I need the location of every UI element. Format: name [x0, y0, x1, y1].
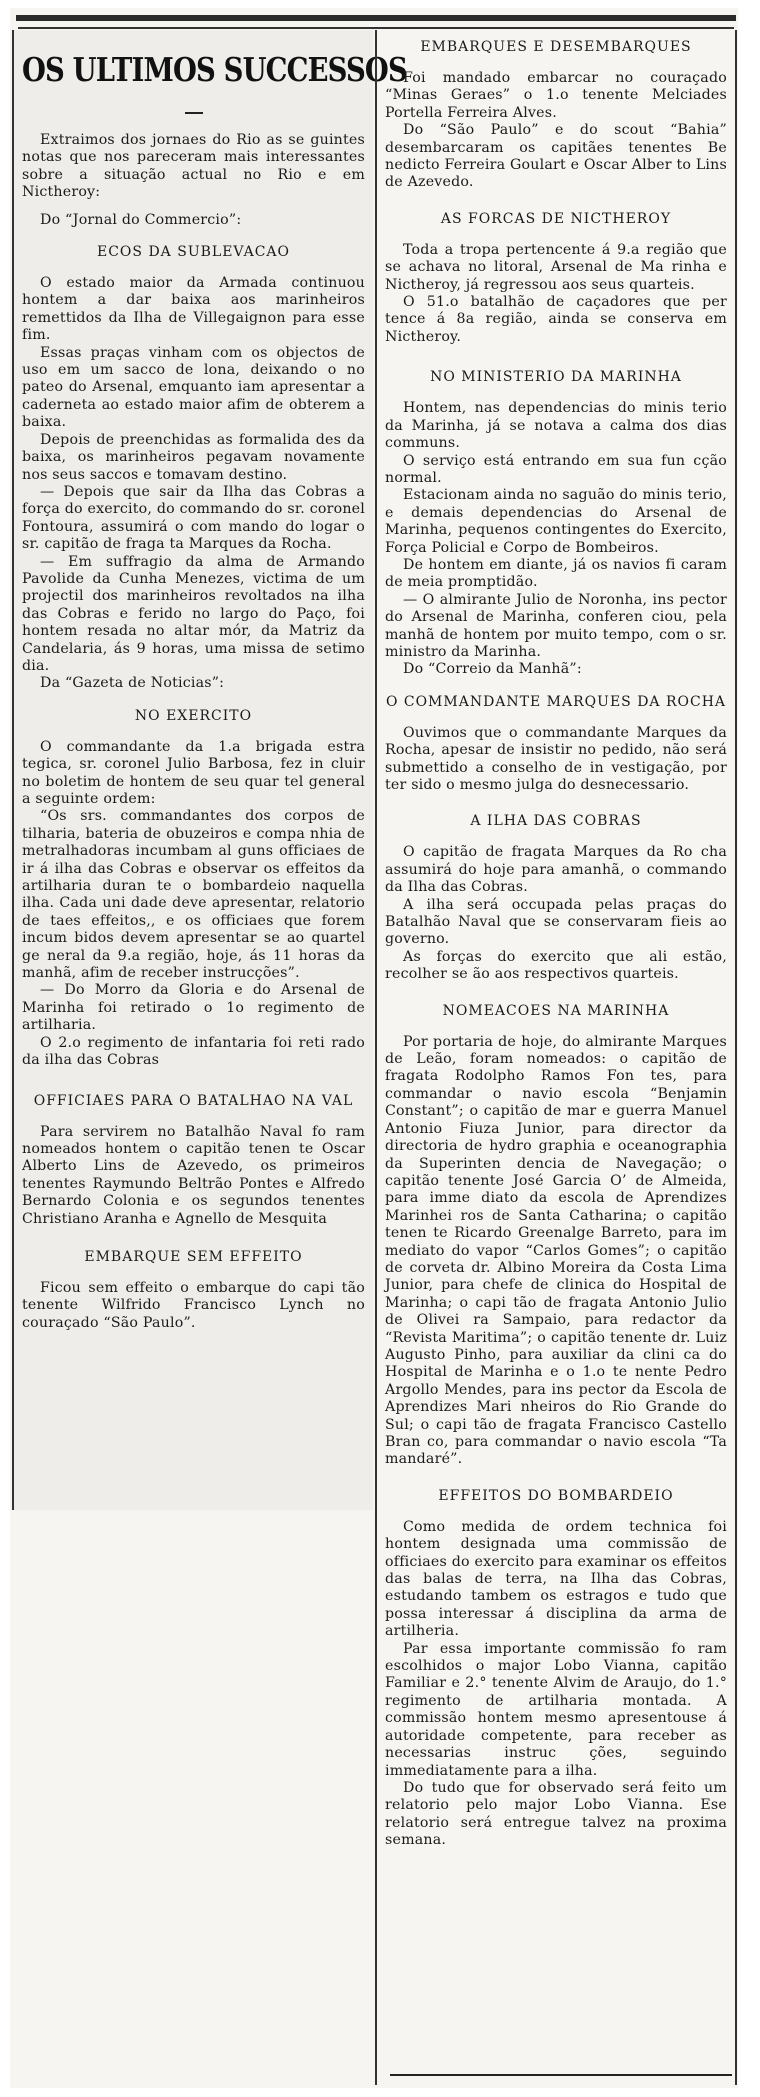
article-heading: ECOS DA SUBLEVACAO — [97, 244, 290, 261]
article-as-forcas-de-nictheroy — [385, 210, 727, 346]
divider-dash — [185, 112, 203, 114]
article-ecos-da-sublevacao — [22, 243, 365, 693]
paragraph: Toda a tropa pertencente á 9.a região que se achava no litoral, Arsenal de Ma rinha e Nictheroy, já regressou aos seus quarteis. — [385, 241, 727, 293]
paragraph: Do tudo que for observado será feito um relatorio pelo major Lobo Vianna. Ese relatorio será entregue talvez na proxima semana. — [385, 1779, 727, 1849]
source-label: Da “Gazeta de Noticias”: — [40, 675, 225, 692]
paragraph: Por portaria de hoje, do almirante Marques de Leão, foram nomeados: o capitão de fragata Rodolpho Ramos Fon tes, para commandar o navio escola “Benjamin Constant”; o capitão de mar e guerra Manuel Antonio Fiuza Junior, para director da directoria de hydro graphia e oceanographia da Superinten dencia de Navegação; o capitão tenente José Garcia O’ de Almeida, para imme diato da escola de Aprendizes Marinhei ros de Santa Catharina; o capitão tenen te Ricardo Greenalge Barreto, para im mediato do vapor “Carlos Gomes”; o capitão de corveta dr. Albino Moreira da Costa Lima Junior, para chefe de clinica do Hospital de Marinha; o capi tão de fragata Antonio Julio de Olivei ra Sampaio, para redactor da “Revista Maritima”; o capitão tenente dr. Luiz Augusto Pinho, para auxiliar da clini ca do Hospital de Marinha e o 1.o te nente Pedro Argollo Mendes, para ins pector da Escola de Aprendizes Mari nheiros do Rio Grande do Sul; o capi tão de fragata Francisco Castello Bran co, para commandar o navio escola “Ta mandaré”. — [385, 1033, 727, 1468]
article-no-ministerio-da-marinha — [385, 368, 727, 679]
paragraph: O 51.o batalhão de caçadores que per tence á 8a região, ainda se conserva em Nictheroy. — [385, 294, 727, 345]
paragraph: — Em suffragio da alma de Armando Pavolide da Cunha Menezes, victima de um projectil dos marinheiros revoltados na ilha das Cobras e ferido no largo do Paço, foi hontem resada no altar mór, da Matriz da Candelaria, ás 9 horas, uma missa de setimo dia. — [22, 553, 365, 674]
article-commandante-marques-da-rocha — [385, 693, 727, 795]
article-officiaes-batalhao-naval — [22, 1092, 365, 1228]
paragraph: O serviço está entrando em sua fun cção normal. — [385, 452, 727, 486]
source-label: Do “Correio da Manhã”: — [403, 661, 582, 678]
paragraph: Par essa importante commissão fo ram escolhidos o major Lobo Vianna, capitão Familiar e 2.° tenente Alvim de Araujo, do 1.° regimento de artilharia montada. A commissão hontem mesmo apresentouse á autoridade competente, para receber as necessarias instruc ções, seguindo immediatamente para a ilha. — [385, 1640, 727, 1779]
paragraph: Ouvimos que o commandante Marques da Rocha, apesar de insistir no pedido, não será submettido a conselho de in vestigação, por ter sido o mesmo julga do desnecessario. — [385, 724, 727, 793]
paragraph: O capitão de fragata Marques da Ro cha assumirá do hoje para amanhã, o commando da Ilha das Cobras. — [385, 844, 727, 896]
paragraph: Essas praças vinham com os objectos de uso em um sacco de lona, deixando o no pateo do Arsenal, emquanto iam apresentar a caderneta ao estado maior afim de obterem a baixa. — [22, 344, 365, 431]
paragraph: — Depois que sair da Ilha das Cobras a força do exercito, do commando do sr. coronel Fontoura, assumirá o com mando do logar o sr. capitão de fraga ta Marques da Rocha. — [22, 483, 365, 553]
article-heading: AS FORCAS DE NICTHEROY — [440, 210, 672, 227]
article-heading: EMBARQUES E DESEMBARQUES — [420, 39, 692, 55]
article-effeitos-do-bombardeio — [385, 1487, 727, 1850]
article-heading: EFFEITOS DO BOMBARDEIO — [438, 1487, 674, 1504]
intro-paragraph: Extraimos dos jornaes do Rio as se guintes notas que nos pareceram mais interessantes sobre a situação actual no Rio e em Nictheroy: — [22, 132, 365, 201]
bottom-rule — [390, 2074, 732, 2076]
article-heading: NO EXERCITO — [134, 707, 253, 724]
paragraph: — O almirante Julio de Noronha, ins pector do Arsenal de Marinha, conferen ciou, pela manhã de hontem por muito tempo, com o sr. ministro da Marinha. — [385, 591, 727, 660]
top-rule-thick — [16, 15, 736, 21]
paragraph: O 2.o regimento de infantaria foi reti rado da ilha das Cobras — [22, 1034, 365, 1069]
article-heading: NOMEACOES NA MARINHA — [442, 1002, 670, 1019]
left-column — [12, 30, 407, 1510]
article-heading: EMBARQUE SEM EFFEITO — [84, 1248, 303, 1265]
paragraph: Depois de preenchidas as formalida des da baixa, os marinheiros pegavam novamente nos seus saccos e tomavam destino. — [22, 431, 365, 483]
paragraph: O commandante da 1.a brigada estra tegica, sr. coronel Julio Barbosa, fez in cluir no boletim de hontem de seu quar tel general a seguinte ordem: — [22, 738, 365, 807]
paragraph: Como medida de ordem technica foi hontem designada uma commissão de officiaes do exercito para examinar os effeitos das balas de terra, na Ilha das Cobras, estudando tambem os estragos e tudo que possa interessar á disciplina da arma de artilheria. — [385, 1518, 727, 1640]
right-column — [375, 30, 737, 2085]
article-heading: O COMMANDANTE MARQUES DA ROCHA — [385, 693, 727, 710]
paragraph: Estacionam ainda no saguão do minis terio, e demais dependencias do Arsenal de Marinha, pequenos contingentes do Exercito, Força Policial e Corpo de Bombeiros. — [385, 487, 727, 556]
paragraph: — Do Morro da Gloria e do Arsenal de Marinha foi retirado o 1o regimento de artilharia. — [22, 982, 365, 1034]
top-rule-thin — [18, 27, 734, 29]
article-heading: A ILHA DAS COBRAS — [470, 813, 642, 830]
article-ilha-das-cobras — [385, 812, 727, 983]
article-embarque-sem-effeito — [22, 1248, 365, 1332]
paragraph: Para servirem no Batalhão Naval fo ram nomeados hontem o capitão tenen te Oscar Alberto Lins de Azevedo, os primeiros tenentes Raymundo Beltrão Pontes e Alfredo Bernardo Colonia e os segundos tenentes Christiano Aranha e Agnello de Mesquita — [22, 1123, 365, 1227]
paragraph: A ilha será occupada pelas praças do Batalhão Naval que se conservaram fieis ao governo. — [385, 896, 727, 948]
paragraph: As forças do exercito que ali estão, recolher se ão aos respectivos quarteis. — [385, 948, 727, 983]
source-label: Do “Jornal do Commercio”: — [40, 211, 242, 228]
paragraph: Do “São Paulo” e do scout “Bahia” desembarcaram os capitães tenentes Be nedicto Ferreira Goulart e Oscar Alber to Lins de Azevedo. — [385, 122, 727, 191]
paragraph: O estado maior da Armada continuou hontem a dar baixa aos marinheiros remettidos da Ilha de Villegaignon para esse fim. — [22, 275, 365, 344]
paragraph: “Os srs. commandantes dos corpos de tilharia, bateria de obuzeiros e compa nhia de metralhadoras incumbam al guns officiaes de ir á ilha das Cobras e observar os effeitos da artilharia duran te o bombardeio naquella ilha. Cada uni dade deve apresentar, relatorio de taes effeitos,, e os officiaes que forem incum bidos devem apresentar se ao quartel ge neral da 9.a região, hoje, ás 11 horas da manhã, afim de receber instrucções”. — [22, 808, 365, 982]
masthead: OS ULTIMOS SUCCESSOS — [22, 50, 407, 89]
paragraph: De hontem em diante, já os navios fi caram de meia promptidão. — [385, 556, 727, 591]
article-heading: NO MINISTERIO DA MARINHA — [430, 369, 682, 386]
article-embarques-e-desembarques — [385, 38, 727, 192]
article-heading: OFFICIAES PARA O BATALHAO NA VAL — [33, 1092, 354, 1109]
paragraph: Ficou sem effeito o embarque do capi tão tenente Wilfrido Francisco Lynch no couraçado “São Paulo”. — [22, 1279, 365, 1331]
paragraph: Foi mandado embarcar no couraçado “Minas Geraes” o 1.o tenente Melciades Portella Ferreira Alves. — [385, 70, 727, 121]
article-no-exercito — [22, 707, 365, 1070]
article-nomeacoes-na-marinha — [385, 1002, 727, 1469]
paragraph: Hontem, nas dependencias do minis terio da Marinha, já se notava a calma dos dias communs. — [385, 400, 727, 452]
